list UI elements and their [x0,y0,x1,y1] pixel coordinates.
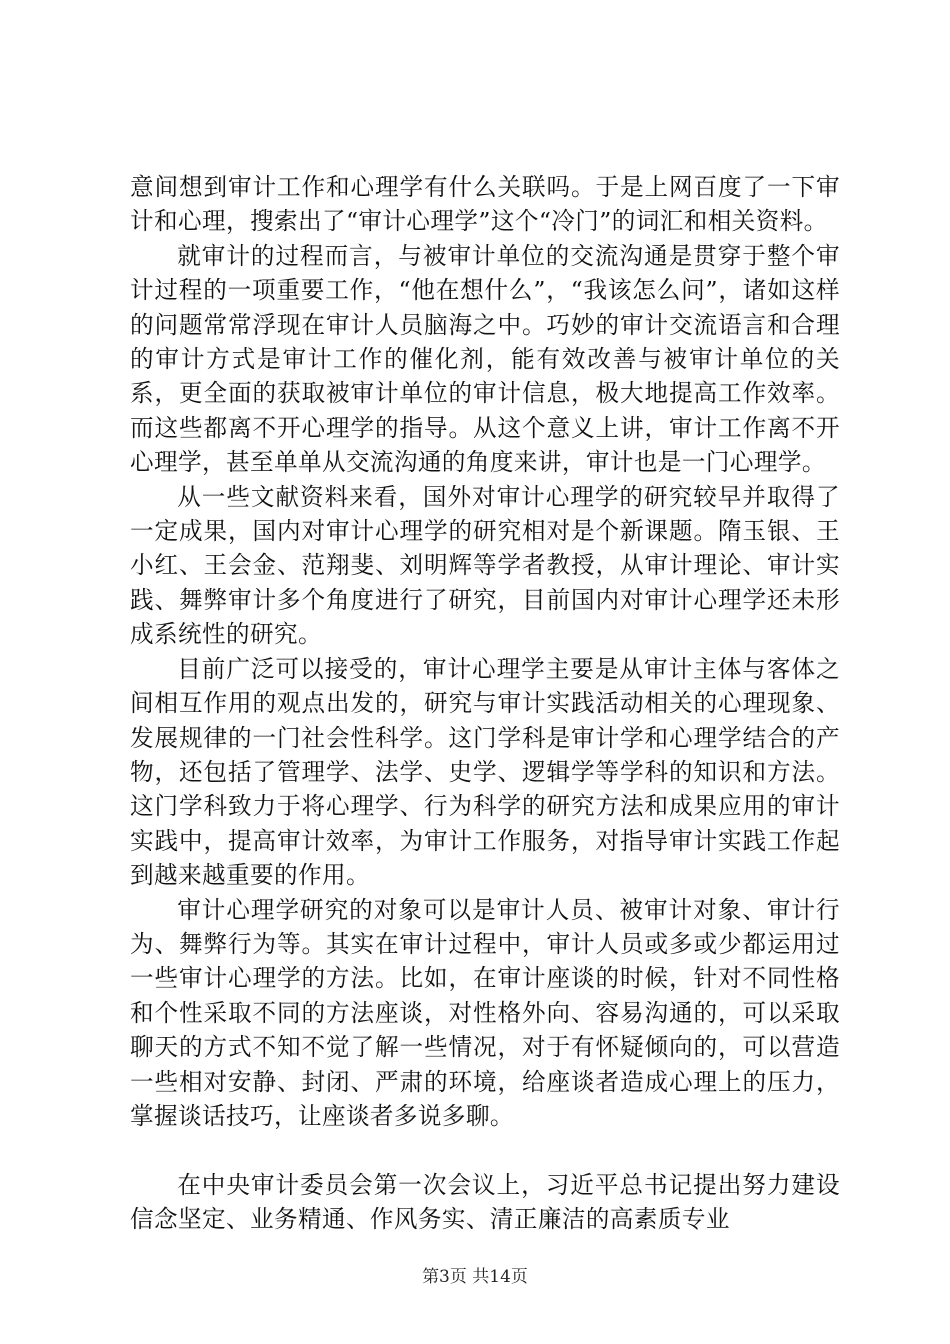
paragraph: 审计心理学研究的对象可以是审计人员、被审计对象、审计行为、舞弊行为等。其实在审计过程中，审计人员或多或少都运用过一些审计心理学的方法。比如，在审计座谈的时候，针对不同性格和个性采取不同的方法座谈，对性格外向、容易沟通的，可以采取聊天的方式不知不觉了解一些情况，对于有怀疑倾向的，可以营造一些相对安静、封闭、严肃的环境，给座谈者造成心理上的压力，掌握谈话技巧，让座谈者多说多聊。 [130,895,840,1130]
paragraph: 在中央审计委员会第一次会议上，习近平总书记提出努力建设信念坚定、业务精通、作风务实、清正廉洁的高素质专业 [130,1170,840,1234]
paragraph-continuation: 意间想到审计工作和心理学有什么关联吗。于是上网百度了一下审计和心理，搜索出了“审计心理学”这个“冷门”的词汇和相关资料。 [130,173,840,236]
paragraph: 就审计的过程而言，与被审计单位的交流沟通是贯穿于整个审计过程的一项重要工作，“他在想什么”，“我该怎么问”，诸如这样的问题常常浮现在审计人员脑海之中。巧妙的审计交流语言和合理的审计方式是审计工作的催化剂，能有效改善与被审计单位的关系，更全面的获取被审计单位的审计信息，极大地提高工作效率。而这些都离不开心理学的指导。从这个意义上讲，审计工作离不开心理学，甚至单单从交流沟通的角度来讲，审计也是一门心理学。 [130,241,840,477]
paragraph: 目前广泛可以接受的，审计心理学主要是从审计主体与客体之间相互作用的观点出发的，研究与审计实践活动相关的心理现象、发展规律的一门社会性科学。这门学科是审计学和心理学结合的产物，还包括了管理学、法学、史学、逻辑学等学科的知识和方法。这门学科致力于将心理学、行为科学的研究方法和成果应用的审计实践中，提高审计效率，为审计工作服务，对指导审计实践工作起到越来越重要的作用。 [130,654,840,890]
page-number-footer: 第3页 共14页 [422,1267,528,1287]
paragraph: 从一些文献资料来看，国外对审计心理学的研究较早并取得了一定成果，国内对审计心理学的研究相对是个新课题。隋玉银、王小红、王会金、范翔斐、刘明辉等学者教授，从审计理论、审计实践、舞弊审计多个角度进行了研究，目前国内对审计心理学还未形成系统性的研究。 [130,482,840,649]
document-body [130,170,840,1237]
